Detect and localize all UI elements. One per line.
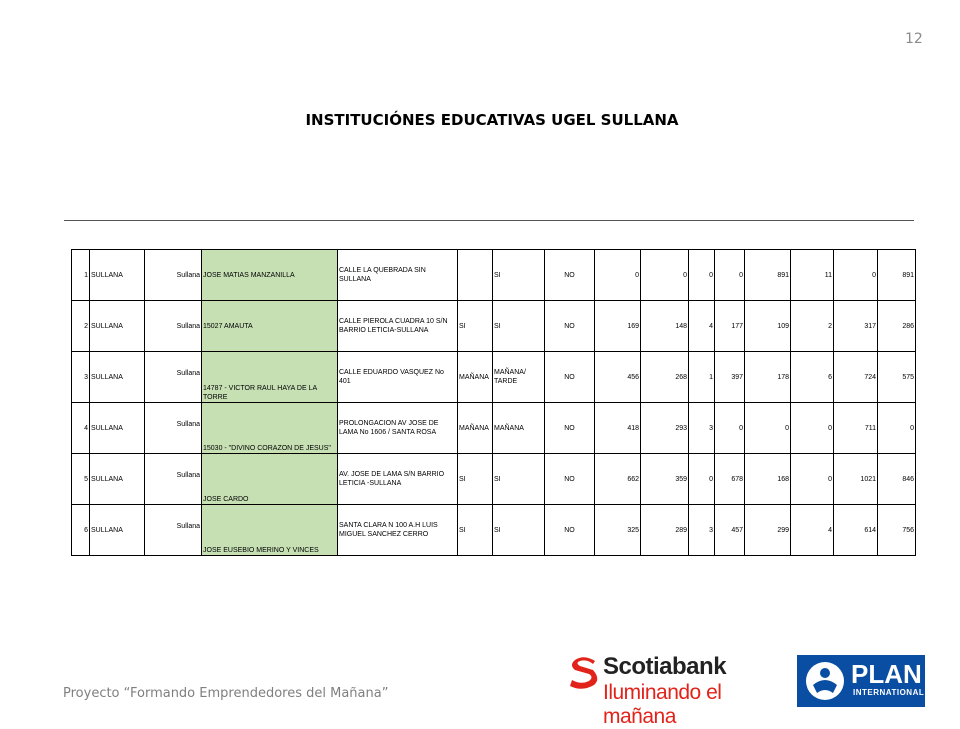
- cell-n: 1: [72, 250, 90, 301]
- cell-c1: SI: [458, 301, 493, 352]
- cell-v4: 0: [715, 250, 745, 301]
- cell-v5: 0: [745, 403, 791, 454]
- scotiabank-s-icon: [567, 655, 601, 689]
- cell-direccion: PROLONGACION AV JOSE DE LAMA No 1606 / SANTA ROSA: [338, 403, 458, 454]
- cell-v7: 317: [834, 301, 878, 352]
- table-row: [72, 403, 916, 454]
- cell-v2: 293: [641, 403, 689, 454]
- cell-c2: SI: [493, 250, 545, 301]
- cell-v7: 1021: [834, 454, 878, 505]
- divider: [64, 220, 914, 221]
- cell-v7: 724: [834, 352, 878, 403]
- cell-v3: 3: [689, 403, 715, 454]
- cell-v5: 168: [745, 454, 791, 505]
- cell-v7: 0: [834, 250, 878, 301]
- cell-c3: NO: [545, 505, 595, 556]
- plan-child-icon: [803, 659, 847, 703]
- cell-c1: SI: [458, 505, 493, 556]
- cell-provincia: SULLANA: [90, 454, 145, 505]
- cell-distrito: Sullana: [145, 505, 202, 556]
- cell-v2: 289: [641, 505, 689, 556]
- cell-nombre: 15027 AMAUTA: [202, 301, 338, 352]
- cell-n: 5: [72, 454, 90, 505]
- cell-v5: 109: [745, 301, 791, 352]
- cell-nombre: JOSE CARDO: [202, 454, 338, 505]
- cell-nombre: 15030 - "DIVINO CORAZON DE JESUS": [202, 403, 338, 454]
- table-row: [72, 352, 916, 403]
- cell-c2: SI: [493, 505, 545, 556]
- cell-v6: 11: [791, 250, 834, 301]
- cell-c1: MAÑANA: [458, 352, 493, 403]
- scotiabank-tagline: Iluminando el mañana: [603, 681, 722, 728]
- table-row: [72, 505, 916, 556]
- cell-c2: MAÑANA: [493, 403, 545, 454]
- cell-v3: 4: [689, 301, 715, 352]
- cell-v8: 891: [878, 250, 916, 301]
- cell-c3: NO: [545, 454, 595, 505]
- page-number: 12: [905, 31, 923, 47]
- cell-v5: 299: [745, 505, 791, 556]
- cell-provincia: SULLANA: [90, 250, 145, 301]
- cell-v3: 0: [689, 454, 715, 505]
- cell-v6: 0: [791, 454, 834, 505]
- cell-n: 3: [72, 352, 90, 403]
- table-row: [72, 454, 916, 505]
- cell-v6: 6: [791, 352, 834, 403]
- cell-v5: 891: [745, 250, 791, 301]
- cell-c3: NO: [545, 301, 595, 352]
- cell-distrito: Sullana: [145, 454, 202, 505]
- cell-v4: 678: [715, 454, 745, 505]
- cell-v4: 457: [715, 505, 745, 556]
- cell-v2: 148: [641, 301, 689, 352]
- cell-direccion: CALLE LA QUEBRADA SIN SULLANA: [338, 250, 458, 301]
- cell-c1: SI: [458, 454, 493, 505]
- table-row: [72, 301, 916, 352]
- cell-v2: 268: [641, 352, 689, 403]
- cell-direccion: CALLE PIEROLA CUADRA 10 S/N BARRIO LETICIA-SULLANA: [338, 301, 458, 352]
- cell-n: 2: [72, 301, 90, 352]
- cell-provincia: SULLANA: [90, 301, 145, 352]
- cell-n: 4: [72, 403, 90, 454]
- scotiabank-logo: [567, 653, 787, 728]
- cell-v6: 0: [791, 403, 834, 454]
- scotiabank-name: Scotiabank: [603, 653, 727, 680]
- cell-distrito: Sullana: [145, 403, 202, 454]
- cell-direccion: CALLE EDUARDO VASQUEZ No 401: [338, 352, 458, 403]
- cell-v8: 0: [878, 403, 916, 454]
- cell-v8: 846: [878, 454, 916, 505]
- cell-v7: 614: [834, 505, 878, 556]
- footer-text: Proyecto “Formando Emprendedores del Mañana”: [63, 686, 389, 701]
- cell-c3: NO: [545, 250, 595, 301]
- cell-nombre: JOSE MATIAS MANZANILLA: [202, 250, 338, 301]
- cell-v1: 418: [595, 403, 641, 454]
- cell-distrito: Sullana: [145, 301, 202, 352]
- cell-c2: SI: [493, 301, 545, 352]
- cell-v1: 456: [595, 352, 641, 403]
- cell-nombre: 14787 - VICTOR RAUL HAYA DE LA TORRE: [202, 352, 338, 403]
- cell-c2: SI: [493, 454, 545, 505]
- cell-provincia: SULLANA: [90, 505, 145, 556]
- cell-provincia: SULLANA: [90, 352, 145, 403]
- cell-c1: [458, 250, 493, 301]
- cell-v8: 756: [878, 505, 916, 556]
- cell-c1: MAÑANA: [458, 403, 493, 454]
- cell-nombre: JOSE EUSEBIO MERINO Y VINCES: [202, 505, 338, 556]
- cell-distrito: Sullana: [145, 250, 202, 301]
- cell-direccion: SANTA CLARA N 100 A.H LUIS MIGUEL SANCHEZ CERRO: [338, 505, 458, 556]
- page-title: INSTITUCIÓNES EDUCATIVAS UGEL SULLANA: [305, 111, 679, 129]
- table-row: [72, 250, 916, 301]
- cell-v2: 0: [641, 250, 689, 301]
- cell-v7: 711: [834, 403, 878, 454]
- cell-n: 6: [72, 505, 90, 556]
- cell-v3: 1: [689, 352, 715, 403]
- cell-v5: 178: [745, 352, 791, 403]
- cell-v8: 286: [878, 301, 916, 352]
- schools-table: [71, 249, 916, 556]
- cell-v1: 662: [595, 454, 641, 505]
- cell-v2: 359: [641, 454, 689, 505]
- cell-c3: NO: [545, 403, 595, 454]
- cell-distrito: Sullana: [145, 352, 202, 403]
- cell-v4: 177: [715, 301, 745, 352]
- cell-v4: 397: [715, 352, 745, 403]
- cell-provincia: SULLANA: [90, 403, 145, 454]
- cell-v6: 2: [791, 301, 834, 352]
- plan-subtitle: INTERNATIONAL: [853, 688, 925, 697]
- cell-c2: MAÑANA/ TARDE: [493, 352, 545, 403]
- cell-v4: 0: [715, 403, 745, 454]
- cell-v1: 325: [595, 505, 641, 556]
- table-body: [72, 250, 916, 556]
- plan-international-logo: [797, 655, 925, 707]
- plan-name: PLAN: [851, 659, 922, 689]
- cell-v8: 575: [878, 352, 916, 403]
- cell-v1: 169: [595, 301, 641, 352]
- cell-v1: 0: [595, 250, 641, 301]
- cell-c3: NO: [545, 352, 595, 403]
- cell-direccion: AV. JOSE DE LAMA S/N BARRIO LETICIA -SULLANA: [338, 454, 458, 505]
- cell-v3: 3: [689, 505, 715, 556]
- cell-v3: 0: [689, 250, 715, 301]
- cell-v6: 4: [791, 505, 834, 556]
